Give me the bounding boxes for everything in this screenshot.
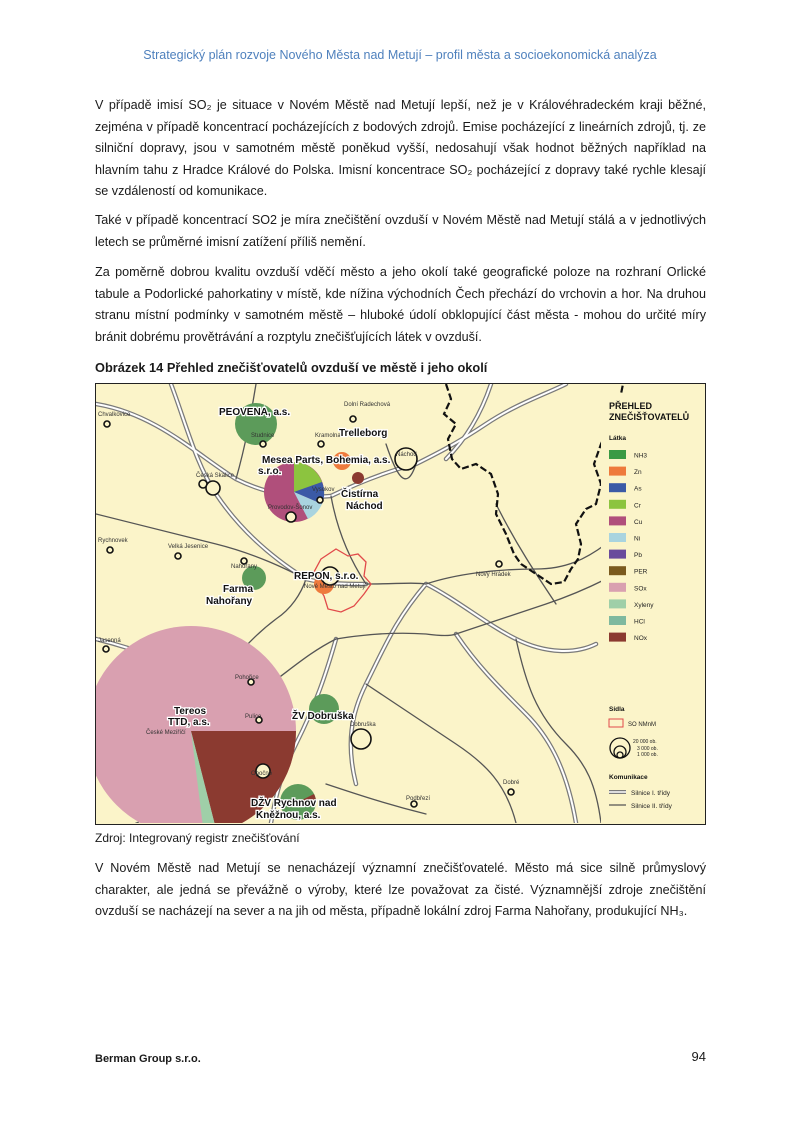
source-label: ŽV Dobruška — [292, 711, 354, 722]
legend-swatch-ni — [609, 533, 626, 542]
legend-road-label: Silnice I. třídy — [631, 790, 671, 797]
legend-swatch-xyleny — [609, 599, 626, 608]
legend-title: ZNEČIŠŤOVATELŮ — [609, 412, 690, 422]
pie-cistirna-icon — [352, 472, 364, 484]
map-legend — [601, 394, 704, 823]
town-label: Česká Skalice — [196, 473, 235, 479]
paragraph-so2-koncentrace: Také v případě koncentrací SO2 je míra znečištění ovzduší v Novém Městě nad Metují stálá a v jednotlivých letech se průměrné imisní zatížení příliš nemění. — [95, 213, 706, 249]
footer-page-number: 94 — [691, 1049, 706, 1064]
town-label: Opočno — [251, 771, 273, 777]
town-label: Chvalkovice — [98, 412, 131, 418]
figure-source: Zdroj: Integrovaný registr znečišťování — [95, 831, 300, 845]
town-label: Rychnovek — [98, 538, 128, 544]
legend-label-xyleny: Xyleny — [634, 601, 654, 609]
footer-company: Berman Group s.r.o. — [95, 1053, 201, 1065]
source-label: Trelleborg — [339, 428, 388, 439]
source-label: Nahořany — [206, 596, 253, 607]
town-label: Pohořice — [235, 675, 259, 681]
town-label: Vysokov — [312, 487, 335, 493]
legend-swatch-hcl — [609, 616, 626, 625]
legend-swatch-nox — [609, 633, 626, 642]
town-label: Pulice — [245, 714, 262, 720]
legend-swatch-cu — [609, 516, 626, 525]
town-label: Nahořany — [231, 564, 258, 570]
town-label: Jasenná — [98, 638, 121, 644]
source-label: Farma — [223, 584, 254, 595]
legend-swatch-zn — [609, 467, 626, 476]
town-label: Náchod — [396, 452, 417, 458]
legend-label-zn: Zn — [634, 469, 642, 477]
legend-label-nox: NOx — [634, 635, 647, 643]
source-label: DŽV Rychnov nad — [251, 798, 337, 809]
town-label: Dobruška — [350, 722, 376, 728]
source-label: Čistírna — [341, 489, 379, 500]
legend-label-cr: Cr — [634, 502, 641, 510]
legend-label-per: PER — [634, 568, 648, 576]
legend-pop-label: 3 000 ob. — [637, 746, 658, 752]
legend-pop-label: 20 000 ob. — [633, 739, 657, 745]
page-header: Strategický plán rozvoje Nového Města nad Metují – profil města a socioekonomická analýza — [143, 48, 657, 62]
legend-road-label: Silnice II. třídy — [631, 803, 672, 810]
source-label: PEOVENA, a.s. — [219, 407, 291, 418]
legend-swatch-cr — [609, 500, 626, 509]
legend-swatch-pb — [609, 550, 626, 559]
legend-title: PŘEHLED — [609, 401, 653, 411]
paragraph-geografie: Za poměrně dobrou kvalitu ovzduší vděčí město a jeho okolí také geografické poloze na rozhraní Orlické tabule a Podorlické pahorkatiny v místě, kde nížina východních Čech přechází do vrchovin a hor. Na druhou stranu místní podmínky v samotném městě – hluboké údolí obklopující část města - mohou do určité míry bránit dobrému provětrávání a rozptylu znečišťujících látek v ovzduší. — [95, 265, 706, 344]
town-label: Dolní Radechová — [344, 402, 391, 408]
source-label: Kněžnou, a.s. — [256, 810, 321, 821]
legend-label-cu: Cu — [634, 518, 643, 526]
legend-label-nh3: NH3 — [634, 452, 648, 460]
legend-swatch-as — [609, 483, 626, 492]
source-label: REPON, s.r.o. — [294, 571, 359, 582]
source-label: TTD, a.s. — [168, 717, 210, 728]
town-label: Provodov-Šonov — [268, 505, 313, 511]
legend-label-sox: SOx — [634, 585, 647, 593]
state-border — [444, 384, 623, 584]
legend-swatch-sox — [609, 583, 626, 592]
paragraph-so2-imise: V případě imisí SO₂ je situace v Novém Městě nad Metují lepší, než je v Královéhradeckém kraji běžné, zejména v případě koncentrací pocházejících z bodových zdrojů. Emise pocházející z lineárních zdrojů, tj. ze silniční dopravy, jsou v samotném městě poněkud vyšší, nedosahují však hodnot běžných například na hlavním tahu z Hradce Králové do Polska. Imisní koncentrace SO₂ pocházející z dopravy také rychle klesají se vzdáleností od komunikace. — [95, 98, 706, 198]
town-label: Dobré — [503, 780, 520, 786]
pollution-map — [95, 383, 706, 825]
source-label: s.r.o. — [258, 466, 282, 477]
town-label: České Meziříčí — [146, 730, 186, 736]
town-label: Nové Město nad Metují — [304, 584, 366, 590]
town-label: Podbřezí — [406, 796, 431, 802]
legend-pop-label: 1 000 ob. — [637, 752, 658, 758]
legend-label-ni: Ni — [634, 535, 641, 543]
town-label: Nový Hrádek — [476, 572, 511, 578]
source-label: Mesea Parts, Bohemia, a.s. — [262, 455, 391, 466]
legend-label-as: As — [634, 485, 642, 493]
source-label: Tereos — [174, 706, 207, 717]
legend-roads-heading: Komunikace — [609, 774, 648, 781]
legend-settlement-heading: Sídla — [609, 706, 625, 713]
legend-substance-heading: Látka — [609, 435, 626, 442]
town-label: Velká Jesenice — [168, 544, 209, 550]
legend-swatch-nh3 — [609, 450, 626, 459]
legend-so-label: SO NMnM — [628, 722, 657, 728]
legend-swatch-per — [609, 566, 626, 575]
town-label: Kramolna — [315, 433, 341, 439]
legend-label-hcl: HCl — [634, 618, 645, 626]
source-label: Náchod — [346, 501, 383, 512]
town-label: Studnice — [251, 433, 275, 439]
paragraph-znecistovatele: V Novém Městě nad Metují se nenacházejí významní znečišťovatelé. Město má sice silně průmyslový charakter, ale jedná se převážně o výroby, které lze považovat za čisté. Významnější zdroje znečištění ovzduší se nacházejí na sever a na jih od města, případně lokální zdroj Farma Nahořany, produkující NH₃. — [95, 861, 706, 918]
legend-label-pb: Pb — [634, 552, 642, 560]
figure-caption: Obrázek 14 Přehled znečišťovatelů ovzduší ve městě i jeho okolí — [95, 360, 488, 375]
